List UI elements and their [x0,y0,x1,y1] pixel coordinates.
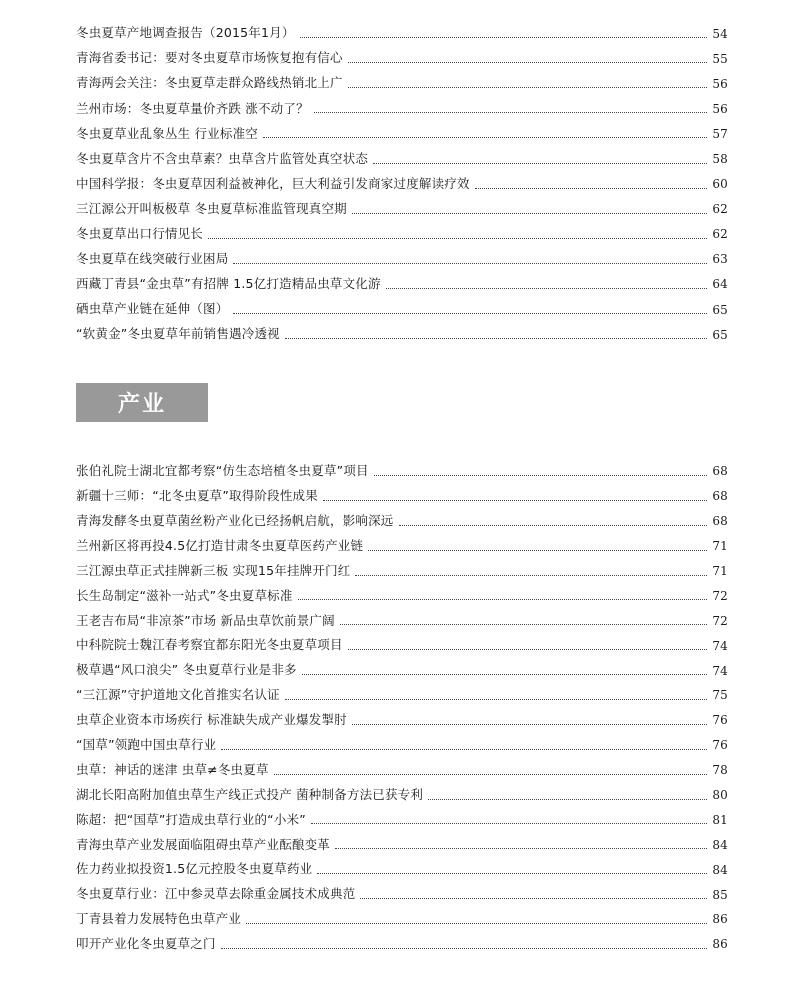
toc-dot-leader [352,213,707,214]
toc-entry-title: 兰州新区将再投4.5亿打造甘肃冬虫夏草医药产业链 [76,537,364,553]
toc-entry-title: 叩开产业化冬虫夏草之门 [76,936,216,952]
toc-entry-title: 冬虫夏草出口行情见长 [76,226,204,242]
toc-entry-title: 青海两会关注：冬虫夏草走群众路线热销北上广 [76,75,343,91]
toc-entry-title: 冬虫夏草产地调查报告（2015年1月） [76,25,295,41]
toc-entry-title: 三江源虫草正式挂牌新三板 实现15年挂牌开门红 [76,562,351,578]
toc-entry[interactable] [76,247,728,272]
toc-entry-page-number: 64 [712,277,728,292]
toc-dot-leader [298,599,707,600]
toc-entry-page-number: 86 [712,937,728,952]
toc-entry[interactable] [76,857,728,882]
toc-entry-page-number: 65 [712,327,728,342]
toc-dot-leader [368,550,707,551]
toc-entry-title: 中科院院士魏江春考察宜都东阳光冬虫夏草项目 [76,637,343,653]
toc-entry-page-number: 78 [712,763,728,778]
toc-entry-title: 佐力药业拟投资1.5亿元控股冬虫夏草药业 [76,861,313,877]
toc-entry[interactable] [76,322,728,347]
toc-entry-page-number: 86 [712,912,728,927]
toc-dot-leader [475,188,707,189]
toc-dot-leader [348,62,707,63]
toc-dot-leader [373,163,707,164]
toc-dot-leader [386,288,707,289]
toc-dot-leader [263,137,707,138]
toc-entry[interactable] [76,807,728,832]
toc-dot-leader [348,87,707,88]
toc-entry-page-number: 63 [712,252,728,267]
toc-entry[interactable] [76,907,728,932]
toc-entry-title: 冬虫夏草行业：江中参灵草去除重金属技术成典范 [76,886,356,902]
toc-entry-title: 湖北长阳高附加值虫草生产线正式投产 菌种制备方法已获专利 [76,786,424,802]
toc-entry[interactable] [76,633,728,658]
toc-entry-page-number: 75 [712,688,728,703]
toc-entry[interactable] [76,932,728,957]
toc-entry[interactable] [76,708,728,733]
toc-entry-page-number: 80 [712,788,728,803]
toc-entry[interactable] [76,222,728,247]
toc-entry-page-number: 68 [712,489,728,504]
toc-entry-page-number: 74 [712,638,728,653]
toc-entry-title: 冬虫夏草含片不含虫草素？虫草含片监管处真空状态 [76,150,369,166]
toc-dot-leader [221,749,707,750]
toc-entry-title: 硒虫草产业链在延伸（图） [76,301,229,317]
toc-entry-title: 虫草企业资本市场疾行 标准缺失成产业爆发掣肘 [76,712,347,728]
toc-dot-leader [352,724,707,725]
toc-entry-page-number: 56 [712,101,728,116]
toc-dot-leader [317,873,707,874]
toc-entry-title: 青海发酵冬虫夏草菌丝粉产业化已经扬帆启航，影响深远 [76,512,394,528]
toc-entry-title: 虫草：神话的迷津 虫草≠冬虫夏草 [76,761,269,777]
toc-entry-page-number: 62 [712,202,728,217]
toc-entry[interactable] [76,121,728,146]
toc-dot-leader [311,823,707,824]
toc-entry[interactable] [76,559,728,584]
toc-entry-page-number: 71 [712,564,728,578]
toc-entry-page-number: 84 [712,837,728,852]
toc-entry[interactable] [76,146,728,171]
toc-entry-page-number: 55 [712,51,728,66]
toc-entry[interactable] [76,21,728,46]
toc-dot-leader [340,624,707,625]
toc-entry-title: “三江源”守护道地文化首推实名认证 [76,687,280,703]
toc-entry-page-number: 85 [712,887,728,902]
toc-entry-title: 西藏丁青县“金虫草”有招牌 1.5亿打造精品虫草文化游 [76,276,381,292]
toc-entry-title: 冬虫夏草业乱象丛生 行业标准空 [76,125,258,141]
toc-entry-title: 兰州市场：冬虫夏草量价齐跌 涨不动了？ [76,100,309,116]
toc-entry[interactable] [76,583,728,608]
toc-entry-title: 张伯礼院士湖北宜都考察“仿生态培植冬虫夏草”项目 [76,463,369,479]
toc-entry-page-number: 68 [712,514,728,529]
toc-entry[interactable] [76,882,728,907]
toc-entry[interactable] [76,658,728,683]
toc-list-upper [76,21,728,347]
toc-dot-leader [246,923,707,924]
toc-entry[interactable] [76,459,728,484]
toc-entry[interactable] [76,534,728,559]
toc-dot-leader [233,263,707,264]
toc-entry-page-number: 72 [712,588,728,603]
toc-dot-leader [335,848,707,849]
toc-entry[interactable] [76,832,728,857]
toc-dot-leader [285,699,707,700]
toc-entry-title: 陈超：把“国草”打造成虫草行业的“小米” [76,811,306,827]
section-title: 产业 [117,392,166,417]
toc-entry[interactable] [76,758,728,783]
toc-entry-title: 中国科学报：冬虫夏草因利益被神化，巨大利益引发商家过度解读疗效 [76,175,470,191]
toc-entry-title: 王老吉布局“非凉茶”市场 新品虫草饮前景广阔 [76,612,335,628]
toc-entry-page-number: 71 [712,539,728,554]
toc-entry-title: 冬虫夏草在线突破行业困局 [76,251,229,267]
toc-entry-title: 青海虫草产业发展面临阻碍虫草产业酝酿变革 [76,836,331,852]
toc-dot-leader [399,525,707,526]
toc-entry-page-number: 74 [712,663,728,678]
toc-entry[interactable] [76,683,728,708]
toc-dot-leader [208,238,707,239]
toc-dot-leader [323,500,707,501]
toc-entry-page-number: 65 [712,302,728,317]
toc-dot-leader [302,674,707,675]
section-banner [76,383,208,422]
toc-entry-title: 丁青县着力发展特色虫草产业 [76,911,242,927]
toc-entry[interactable] [76,46,728,71]
toc-entry[interactable] [76,172,728,197]
toc-entry-title: 青海省委书记：要对冬虫夏草市场恢复抱有信心 [76,50,343,66]
toc-dot-leader [314,112,707,113]
toc-entry-page-number: 76 [712,738,728,753]
toc-entry[interactable] [76,297,728,322]
toc-dot-leader [355,575,707,576]
toc-entry-page-number: 81 [712,812,728,827]
toc-entry[interactable] [76,733,728,758]
toc-entry-page-number: 76 [712,713,728,728]
toc-dot-leader [348,649,707,650]
toc-entry[interactable] [76,783,728,808]
toc-dot-leader [360,898,707,899]
toc-entry-page-number: 84 [712,862,728,877]
toc-entry-title: 新疆十三师：“北冬虫夏草”取得阶段性成果 [76,488,318,504]
toc-entry-page-number: 68 [712,464,728,479]
toc-list-lower [76,459,728,957]
toc-dot-leader [300,37,707,38]
toc-entry[interactable] [76,197,728,222]
toc-dot-leader [285,338,707,339]
toc-entry-title: 长生岛制定“滋补一站式”冬虫夏草标准 [76,587,293,603]
toc-dot-leader [274,774,707,775]
toc-dot-leader [374,475,707,476]
toc-entry[interactable] [76,509,728,534]
toc-entry[interactable] [76,608,728,633]
toc-entry-page-number: 72 [712,613,728,628]
toc-dot-leader [428,799,707,800]
toc-entry-page-number: 57 [712,126,728,141]
toc-dot-leader [221,948,707,949]
toc-entry-page-number: 58 [712,152,728,167]
toc-entry[interactable] [76,272,728,297]
toc-entry-page-number: 54 [712,26,728,41]
toc-entry-title: 极草遇“风口浪尖” 冬虫夏草行业是非多 [76,662,297,678]
toc-entry-page-number: 62 [712,227,728,242]
toc-dot-leader [233,313,707,314]
toc-entry[interactable] [76,96,728,121]
toc-entry[interactable] [76,71,728,96]
toc-entry[interactable] [76,484,728,509]
toc-entry-title: 三江源公开叫板极草 冬虫夏草标准监管现真空期 [76,200,347,216]
toc-entry-page-number: 60 [712,177,728,192]
toc-entry-title: “国草”领跑中国虫草行业 [76,736,217,752]
toc-entry-title: “软黄金”冬虫夏草年前销售遇冷透视 [76,326,280,342]
toc-entry-page-number: 56 [712,76,728,91]
